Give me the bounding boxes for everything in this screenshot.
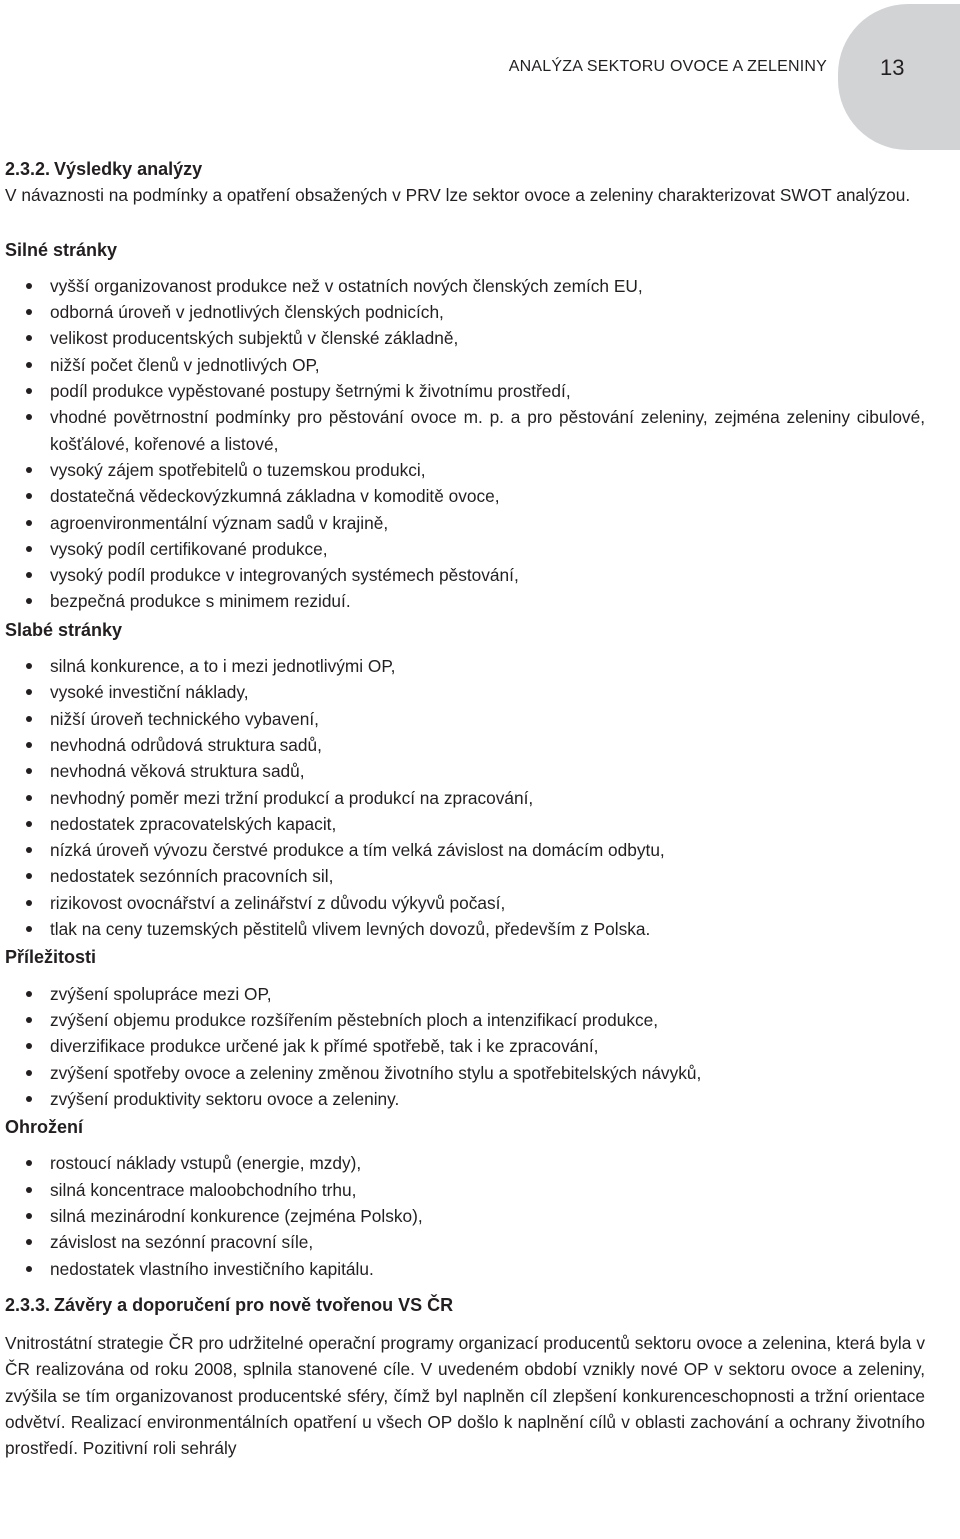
strengths-title: Silné stránky [5,239,118,260]
list-item: zvýšení objemu produkce rozšířením pěstebních ploch a intenzifikací produkce, [5,1007,925,1033]
list-item: bezpečná produkce s minimem reziduí. [5,588,925,614]
results-title: Výsledky analýzy [54,159,203,179]
threats-title: Ohrožení [5,1117,84,1138]
list-item: vysoký podíl produkce v integrovaných systémech pěstování, [5,562,925,588]
list-item: silná mezinárodní konkurence (zejména Polsko), [5,1203,925,1229]
list-item: vysoký podíl certifikované produkce, [5,536,925,562]
list-item: závislost na sezónní pracovní síle, [5,1229,925,1255]
list-item: silná koncentrace maloobchodního trhu, [5,1177,925,1203]
weaknesses-title: Slabé stránky [5,619,123,640]
list-item: tlak na ceny tuzemských pěstitelů vlivem levných dovozů, především z Polska. [5,916,925,942]
list-item: zvýšení spotřeby ovoce a zeleniny změnou životního stylu a spotřebitelských návyků, [5,1060,925,1086]
list-item: podíl produkce vypěstované postupy šetrnými k životnímu prostředí, [5,378,925,404]
list-item: nevhodná odrůdová struktura sadů, [5,732,925,758]
threats-list [5,1150,925,1281]
list-item: zvýšení produktivity sektoru ovoce a zeleniny. [5,1086,925,1112]
list-item: vhodné povětrnostní podmínky pro pěstování ovoce m. p. a pro pěstování zeleniny, zejména zeleniny cibulové, košťálové, kořenové a listové, [5,404,925,457]
list-item: nevhodný poměr mezi tržní produkcí a produkcí na zpracování, [5,785,925,811]
list-item: nízká úroveň vývozu čerstvé produkce a tím velká závislost na domácím odbytu, [5,837,925,863]
list-item: nižší úroveň technického vybavení, [5,706,925,732]
results-number: 2.3.2. [5,159,51,179]
list-item: vysoké investiční náklady, [5,679,925,705]
opportunities-list [5,981,925,1112]
list-item: nižší počet členů v jednotlivých OP, [5,352,925,378]
list-item: velikost producentských subjektů v členské základně, [5,325,925,351]
list-item: dostatečná vědeckovýzkumná základna v komoditě ovoce, [5,483,925,509]
page-content [5,156,925,1462]
list-item: rostoucí náklady vstupů (energie, mzdy), [5,1150,925,1176]
conclusions-heading [5,1292,925,1318]
list-item: nedostatek sezónních pracovních sil, [5,863,925,889]
conclusions-paragraph: Vnitrostátní strategie ČR pro udržitelné operační programy organizací producentů sektoru ovoce a zelenina, která byla v ČR realizována od roku 2008, splnila stanovené cíle. V uvedeném období vznikly nové OP v sektoru ovoce a zeleniny, zvýšila se tím organizovanost producentské sféry, čímž byl naplněn cíl zlepšení konkurenceschopnosti a tržní orientace odvětví. Realizací environmentálních opatření u všech OP došlo k naplnění cílů v oblasti zachování a ochrany životního prostředí. Pozitivní roli sehrály [5,1333,925,1459]
conclusions-number: 2.3.3. [5,1294,51,1315]
results-heading [5,156,925,182]
list-item: odborná úroveň v jednotlivých členských podnicích, [5,299,925,325]
list-item: vyšší organizovanost produkce než v ostatních nových členských zemích EU, [5,273,925,299]
page-number: 13 [880,55,905,80]
results-intro: V návaznosti na podmínky a opatření obsažených v PRV lze sektor ovoce a zeleniny charakterizovat SWOT analýzou. [5,185,911,206]
list-item: agroenvironmentální význam sadů v krajině, [5,510,925,536]
weaknesses-list [5,653,925,942]
running-head: ANALÝZA SEKTORU OVOCE A ZELENINY [508,58,827,75]
list-item: diverzifikace produkce určené jak k přímé spotřebě, tak i ke zpracování, [5,1033,925,1059]
list-item: nevhodná věková struktura sadů, [5,758,925,784]
strengths-list [5,273,925,615]
list-item: nedostatek vlastního investičního kapitálu. [5,1256,925,1282]
list-item: vysoký zájem spotřebitelů o tuzemskou produkci, [5,457,925,483]
list-item: silná konkurence, a to i mezi jednotlivými OP, [5,653,925,679]
list-item: rizikovost ovocnářství a zelinářství z důvodu výkyvů počasí, [5,890,925,916]
conclusions-title: Závěry a doporučení pro nově tvořenou VS ČR [54,1294,454,1315]
list-item: zvýšení spolupráce mezi OP, [5,981,925,1007]
list-item: nedostatek zpracovatelských kapacit, [5,811,925,837]
opportunities-title: Příležitosti [5,947,97,968]
